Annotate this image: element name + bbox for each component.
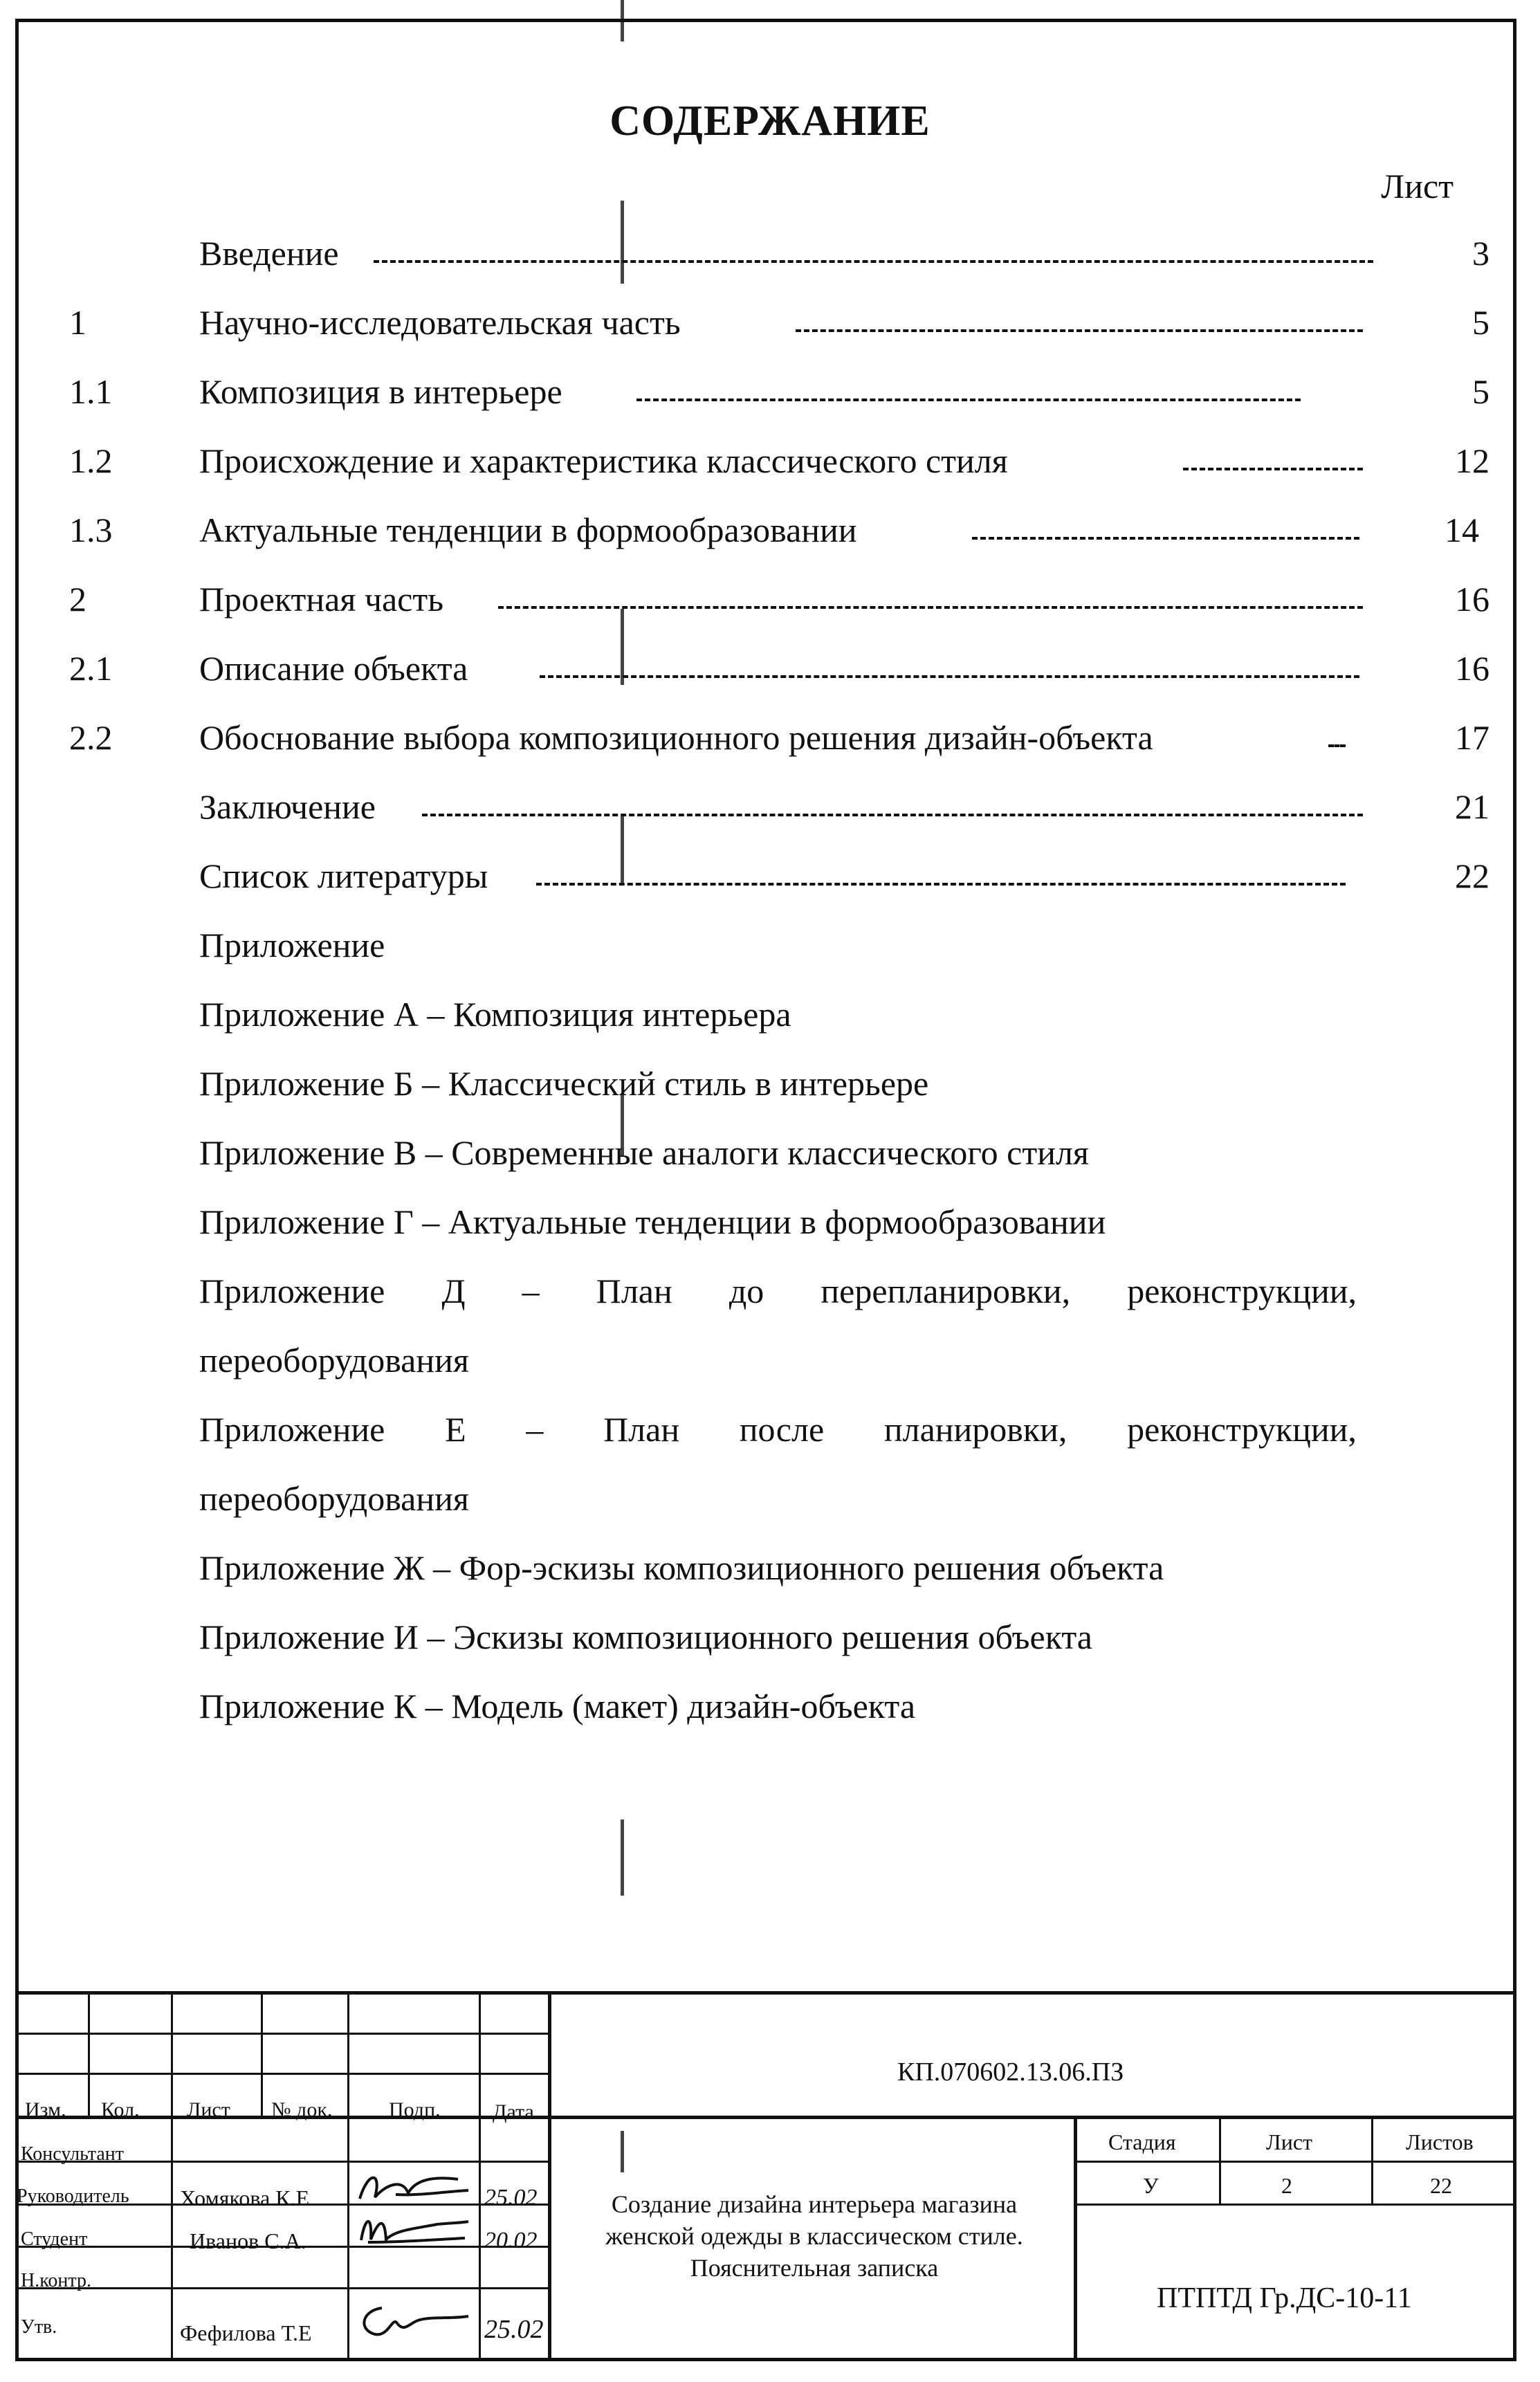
word: планировки,	[883, 1410, 1067, 1449]
date-value: 25.02	[484, 2185, 538, 2210]
col-header: Кол.	[101, 2098, 140, 2121]
toc-title: Проектная часть	[199, 580, 444, 619]
description-line: Создание дизайна интерьера магазина	[611, 2190, 1018, 2218]
word: Д	[441, 1272, 466, 1310]
role-label: Руководитель	[17, 2186, 129, 2207]
sheets-header: Листов	[1406, 2129, 1474, 2154]
toc-page: 22	[1455, 856, 1489, 895]
word: –	[522, 1272, 540, 1310]
word: Приложение	[199, 1272, 385, 1310]
handwritten-signature	[354, 2296, 472, 2344]
appendix-item: Приложение В – Современные аналоги классического стиля	[199, 1133, 1089, 1172]
person-name: Фефилова Т.Е	[180, 2320, 312, 2345]
toc-page: 14	[1445, 511, 1479, 549]
toc-title: Происхождение и характеристика классического стиля	[199, 441, 1008, 480]
stage-value: У	[1143, 2173, 1159, 2198]
person-name: Иванов С.А.	[190, 2228, 306, 2253]
role-label: Консультант	[21, 2143, 124, 2165]
col-header: Дата	[493, 2100, 534, 2123]
role-label: Н.контр.	[21, 2270, 91, 2291]
word: План	[596, 1272, 672, 1310]
col-header: № док.	[271, 2098, 333, 2121]
toc-row	[0, 433, 1540, 488]
dash-leader	[498, 606, 1363, 609]
appendix-item: Приложение А – Композиция интерьера	[199, 995, 791, 1034]
sheet-column-header: Лист	[1381, 167, 1454, 205]
dash-leader	[536, 883, 1346, 886]
date-value: 20.02	[484, 2228, 538, 2253]
toc-number: 1.1	[69, 372, 113, 411]
appendix-item-continuation: переоборудования	[199, 1341, 469, 1380]
dash-leader	[1183, 468, 1363, 470]
toc-number: 1.2	[69, 441, 113, 480]
dash-leader	[1328, 744, 1346, 747]
word: План	[603, 1410, 680, 1449]
toc-title: Композиция в интерьере	[199, 372, 562, 411]
description-line: Пояснительная записка	[690, 2254, 939, 2282]
dash-leader	[422, 814, 1363, 816]
toc-row	[0, 226, 1540, 281]
toc-page: 5	[1472, 303, 1489, 342]
document-description	[562, 2188, 1067, 2284]
date-value: 25.02	[484, 2315, 544, 2344]
toc-title: Обоснование выбора композиционного решения дизайн-объекта	[199, 718, 1153, 757]
toc-page: 3	[1472, 234, 1489, 273]
word: перепланировки,	[821, 1272, 1071, 1310]
toc-page: 5	[1472, 372, 1489, 411]
toc-page: 16	[1455, 649, 1489, 688]
appendix-item-justified	[199, 1263, 1357, 1319]
toc-number: 2.2	[69, 718, 113, 757]
dash-leader	[972, 537, 1359, 540]
toc-row	[0, 502, 1540, 558]
toc-number: 1.3	[69, 511, 113, 549]
word: после	[739, 1410, 825, 1449]
dash-leader	[796, 329, 1363, 332]
toc-title: Актуальные тенденции в формообразовании	[199, 511, 857, 549]
toc-row	[0, 571, 1540, 627]
sheet-value: 2	[1281, 2173, 1292, 2198]
handwritten-signature	[354, 2164, 472, 2206]
toc-number: 2	[69, 580, 86, 619]
person-name: Хомякова К.Е	[180, 2186, 310, 2210]
toc-row	[0, 641, 1540, 696]
word: Приложение	[199, 1410, 385, 1449]
title-block	[15, 1991, 1516, 2361]
appendix-heading: Приложение	[199, 926, 385, 964]
document-code: КП.070602.13.06.ПЗ	[897, 2058, 1124, 2087]
appendix-item-justified	[199, 1402, 1357, 1457]
toc-page: 21	[1455, 787, 1489, 826]
word: реконструкции,	[1127, 1410, 1357, 1449]
toc-row	[0, 295, 1540, 350]
toc-row	[0, 779, 1540, 834]
toc-row	[0, 848, 1540, 904]
appendix-item: Приложение И – Эскизы композиционного решения объекта	[199, 1618, 1092, 1656]
toc-title: Научно-исследовательская часть	[199, 303, 681, 342]
word: реконструкции,	[1127, 1272, 1357, 1310]
toc-row	[0, 710, 1540, 765]
role-label: Студент	[21, 2228, 88, 2250]
role-label: Утв.	[21, 2316, 57, 2338]
toc-page: 12	[1455, 441, 1489, 480]
toc-page: 17	[1455, 718, 1489, 757]
dash-leader	[540, 675, 1359, 678]
toc-number: 1	[69, 303, 86, 342]
appendix-item-continuation: переоборудования	[199, 1479, 469, 1518]
appendix-item: Приложение Б – Классический стиль в интерьере	[199, 1064, 929, 1103]
word: –	[526, 1410, 544, 1449]
sheet-header: Лист	[1266, 2129, 1313, 2154]
word: Е	[445, 1410, 466, 1449]
sheets-value: 22	[1430, 2173, 1452, 2198]
appendix-item: Приложение Г – Актуальные тенденции в формообразовании	[199, 1202, 1106, 1241]
col-header: Изм.	[25, 2098, 66, 2121]
toc-title: Описание объекта	[199, 649, 468, 688]
word: до	[728, 1272, 764, 1310]
dash-leader	[374, 260, 1373, 263]
toc-number: 2.1	[69, 649, 113, 688]
page-title: СОДЕРЖАНИЕ	[609, 98, 931, 145]
toc-title: Список литературы	[199, 856, 488, 895]
dash-leader	[636, 398, 1301, 401]
col-header: Лист	[187, 2098, 230, 2121]
toc-page: 16	[1455, 580, 1489, 619]
appendix-item: Приложение Ж – Фор-эскизы композиционного решения объекта	[199, 1548, 1164, 1587]
toc-row	[0, 364, 1540, 419]
organization-group: ПТПТД Гр.ДС-10-11	[1157, 2282, 1412, 2314]
toc-title: Заключение	[199, 787, 376, 826]
appendix-item: Приложение К – Модель (макет) дизайн-объекта	[199, 1687, 916, 1725]
stage-header: Стадия	[1108, 2129, 1176, 2154]
handwritten-signature	[354, 2209, 472, 2247]
toc-title: Введение	[199, 234, 339, 273]
description-line: женской одежды в классическом стиле.	[605, 2222, 1023, 2250]
col-header: Подп.	[389, 2098, 441, 2121]
